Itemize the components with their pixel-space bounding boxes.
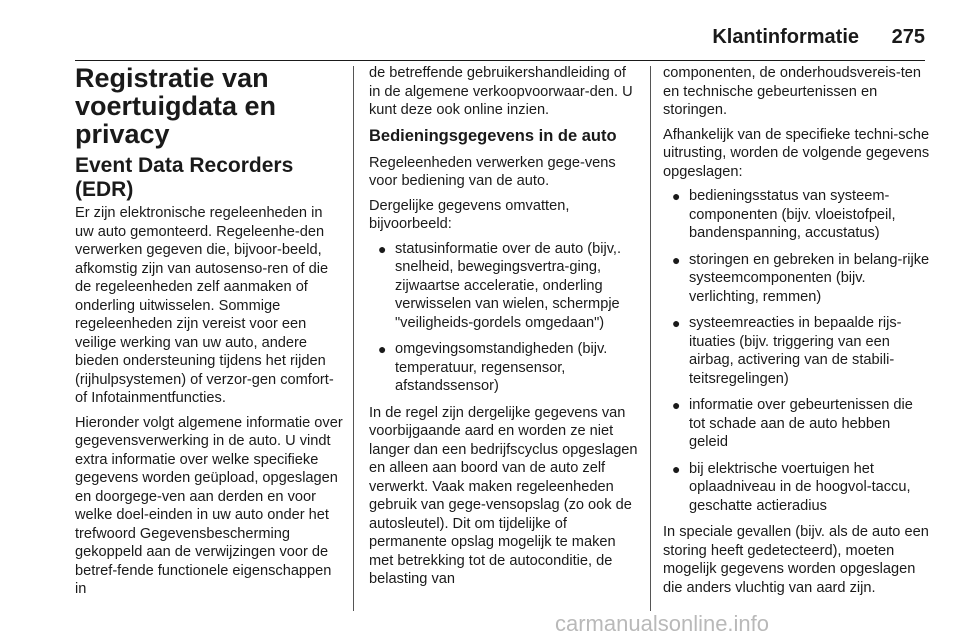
list-item-text: bedieningsstatus van systeem-componenten (bijv. vloeistofpeil, bandenspanning, accustatus) <box>689 188 896 241</box>
bullet-list <box>663 187 931 515</box>
header-rule <box>75 60 925 61</box>
page-number: 275 <box>891 26 925 48</box>
list-item <box>369 240 639 333</box>
bullet-icon: ● <box>378 240 387 257</box>
paragraph: In speciale gevallen (bijv. als de auto een storing heeft gedetecteerd), moeten mogelijk gegevens worden opgeslagen die anders vluchtig van aard zijn. <box>663 524 929 596</box>
bullet-icon: ● <box>672 188 681 204</box>
list-item-text: storingen en gebreken in belang-rijke systeemcomponenten (bijv. verlichting, remmen) <box>689 251 930 305</box>
list-item-text: omgevingsomstandigheden (bijv. temperatuur, regensensor, afstandssensor) <box>395 341 608 394</box>
paragraph: Dergelijke gegevens omvatten, bijvoorbeeld: <box>369 197 570 232</box>
list-item <box>663 187 931 243</box>
list-item <box>369 340 639 396</box>
section-heading: Registratie van voertuigdata en privacy <box>75 63 277 149</box>
column-2 <box>369 64 639 595</box>
column-divider-1 <box>353 66 354 611</box>
paragraph: Er zijn elektronische regeleenheden in uw auto gemonteerd. Regeleenhe-den verwerken gegeven die, bijvoor-beeld, afkomstig zijn van autosenso-ren of die de regeleenheden zelf aanmaken of onderling uitwisselen. Sommige regeleenheden zijn vereist voor een veilige werking van uw auto, andere bieden ondersteuning tijdens het rijden (rijhulpsystemen) of verzor-gen comfort- of Infotainmentfuncties. <box>75 205 334 406</box>
paragraph: Afhankelijk van de specifieke techni-sche uitrusting, worden de volgende gegevens opgeslagen: <box>663 126 930 180</box>
bullet-icon: ● <box>672 397 681 413</box>
paragraph: componenten, de onderhoudsvereis-ten en technische gebeurtenissen en storingen. <box>663 65 921 118</box>
bullet-icon: ● <box>672 315 681 331</box>
paragraph: In de regel zijn dergelijke gegevens van voorbijgaande aard en worden ze niet langer dan een bedrijfscyclus opgeslagen en alleen aan boord van de auto zelf verwerkt. Vaak maken regeleenheden gebruik van gege-vensopslag (zo ook de autosleutel). Dit om tijdelijke of permanente opslag mogelijk te maken met betrekking tot de autoconditie, de belasting van <box>369 404 638 587</box>
column-1 <box>75 64 345 605</box>
list-item-text: bij elektrische voertuigen het oplaadniveau in de hoogvol-taccu, geschatte actieradius <box>689 460 911 514</box>
list-item-text: informatie over gebeurtenissen die tot schade aan de auto hebben geleid <box>689 397 913 450</box>
list-item <box>663 314 931 388</box>
paragraph: Regeleenheden verwerken gege-vens voor bediening van de auto. <box>369 154 616 189</box>
list-item <box>663 460 931 516</box>
page-header <box>75 26 925 56</box>
paragraph: Hieronder volgt algemene informatie over gegevensverwerking in de auto. U vindt extra informatie over welke specifieke gegevens worden geüpload, opgeslagen en doorgege-ven aan derden en voor welke doel-einden in uw auto onder het trefwoord Gegevensbescherming gekoppeld aan de verwijzingen voor de betref-fende functionele eigenschappen in <box>75 414 343 597</box>
list-item-text: statusinformatie over de auto (bijv,. snelheid, bewegingsvertra-ging, zijwaartse acceleratie, onderling verwisselen van wielen, schermpje "veiligheids-gordels omgedaan") <box>395 240 622 331</box>
list-item <box>663 396 931 452</box>
watermark: carmanualsonline.info <box>555 611 770 636</box>
header-title: Klantinformatie <box>712 26 859 48</box>
list-item-text: systeemreacties in bepaalde rijs-ituaties (bijv. triggering van een airbag, activering van de stabili-teitsregelingen) <box>689 315 902 387</box>
list-item <box>663 251 931 307</box>
column-3 <box>663 64 931 603</box>
bullet-list <box>369 240 639 396</box>
paragraph: de betreffende gebruikershandleiding of in de algemene verkoopvoorwaar-den. U kunt deze ook online inzien. <box>369 65 633 118</box>
subsection-heading: Bedieningsgegevens in de auto <box>369 126 617 145</box>
bullet-icon: ● <box>672 460 681 477</box>
bullet-icon: ● <box>672 251 681 268</box>
bullet-icon: ● <box>378 341 387 357</box>
subsection-heading: Event Data Recorders (EDR) <box>75 154 294 201</box>
column-divider-2 <box>650 66 651 611</box>
